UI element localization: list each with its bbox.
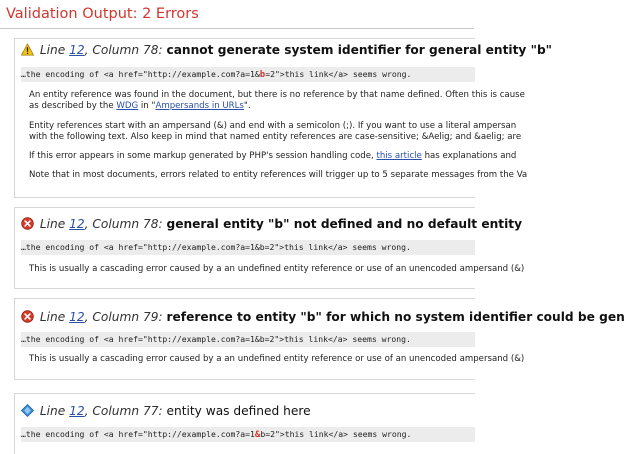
explanation-line: This is usually a cascading error caused by a an undefined entity reference or use of an unencoded ampersand (&) — [29, 264, 525, 274]
message-header: Line 12, Column 78: cannot generate system identifier for general entity "b" — [21, 43, 475, 57]
column-label: Column — [92, 43, 140, 57]
info-diamond-icon — [21, 404, 34, 417]
line-link[interactable]: 12 — [69, 217, 85, 231]
message-header: Line 12, Column 77: entity was defined here — [21, 404, 475, 418]
title-divider — [0, 28, 474, 29]
source-excerpt: …the encoding of <a href="http://example.com?a=1&b=2">this link</a> seems wrong. — [21, 427, 475, 442]
validation-message-warning — [14, 38, 553, 198]
explanation-line: Entity references start with an ampersand (&) and end with a semicolon (;). If you want to use a literal ampersan — [29, 121, 517, 131]
validation-message-info — [14, 393, 475, 454]
this-article-link[interactable]: this article — [376, 151, 422, 161]
wdg-link[interactable]: WDG — [116, 101, 139, 111]
line-link[interactable]: 12 — [69, 43, 85, 57]
ampersands-in-urls-link[interactable]: Ampersands in URLs — [155, 101, 244, 111]
message-text: reference to entity "b" for which no system identifier could be gen — [166, 310, 625, 324]
validation-message-error — [14, 207, 525, 289]
message-header: Line 12, Column 79: reference to entity "b" for which no system identifier could be gen — [21, 310, 475, 324]
line-link[interactable]: 12 — [69, 310, 85, 324]
explanation-line: This is usually a cascading error caused by a an undefined entity reference or use of an unencoded ampersand (&) — [29, 354, 525, 364]
validation-message-error — [14, 298, 625, 380]
message-text: cannot generate system identifier for general entity "b" — [166, 43, 553, 57]
source-highlight: & — [254, 430, 261, 440]
column-number: 79 — [142, 310, 159, 324]
column-number: 78 — [142, 43, 159, 57]
column-number: 78 — [142, 217, 159, 231]
source-excerpt: …the encoding of <a href="http://example.com?a=1&b=2">this link</a> seems wrong. — [21, 67, 475, 82]
source-excerpt: …the encoding of <a href="http://example.com?a=1&b=2">this link</a> seems wrong. — [21, 240, 475, 255]
message-text: general entity "b" not defined and no default entity — [166, 217, 523, 231]
message-text: entity was defined here — [166, 404, 311, 418]
line-link[interactable]: 12 — [69, 404, 85, 418]
explanation-line: If this error appears in some markup generated by PHP's session handling code, this article has explanations and — [29, 151, 517, 161]
explanation-line: with the following text. Also keep in mind that named entity references are case-sensitive; &Aelig; and &aelig; are — [29, 132, 522, 142]
page-title: Validation Output: 2 Errors — [6, 6, 199, 22]
explanation-line: An entity reference was found in the document, but there is no reference by that name defined. Often this is cause — [29, 90, 525, 100]
explanation-line: Note that in most documents, errors related to entity references will trigger up to 5 separate messages from the Va — [29, 170, 528, 180]
source-highlight: b — [259, 70, 266, 80]
error-icon — [21, 217, 34, 230]
line-label: Line — [39, 43, 66, 57]
column-number: 77 — [142, 404, 159, 418]
message-header: Line 12, Column 78: general entity "b" not defined and no default entity — [21, 217, 475, 231]
explanation-line: as described by the WDG in "Ampersands in URLs". — [29, 101, 251, 111]
source-excerpt: …the encoding of <a href="http://example.com?a=1&b=2">this link</a> seems wrong. — [21, 332, 475, 347]
error-icon — [21, 310, 34, 323]
warning-icon — [21, 43, 34, 56]
